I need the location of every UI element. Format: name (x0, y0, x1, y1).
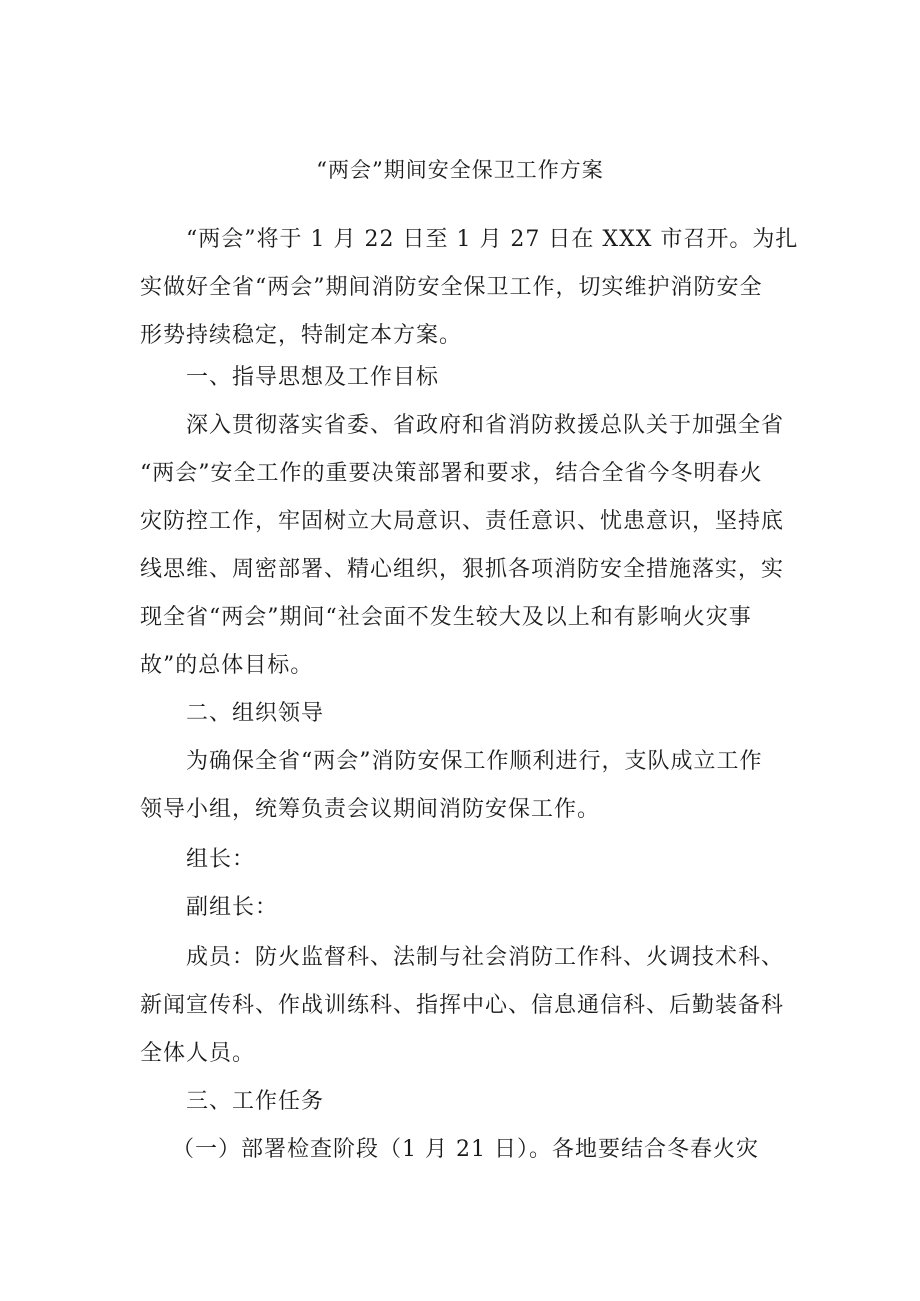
text-line: 全体人员。 (140, 1041, 256, 1066)
text-line: 故”的总体目标。 (140, 653, 314, 678)
deputy-leader-line (140, 884, 800, 932)
heading-text: 二、组织领导 (186, 701, 325, 726)
text-line: 成员：防火监督科、法制与社会消防工作科、火调技术科、 (186, 945, 785, 970)
text-line: 新闻宣传科、作战训练科、指挥中心、信息通信科、后勤装备科 (140, 993, 785, 1018)
document-title: “两会”期间安全保卫工作方案 (316, 158, 604, 182)
text-line: （一）部署检查阶段（1 月 21 日）。各地要结合冬春火灾 (172, 1137, 759, 1162)
paragraph-members (140, 934, 800, 1078)
heading-text: 一、指导思想及工作目标 (186, 365, 440, 390)
text-line: “两会”安全工作的重要决策部署和要求，结合全省今冬明春火 (140, 461, 763, 486)
text-line: 深入贯彻落实省委、省政府和省消防救援总队关于加强全省 (186, 413, 785, 438)
text-line: 为确保全省“两会”消防安保工作顺利进行，支队成立工作 (186, 749, 763, 774)
text-line: 现全省“两会”期间“社会面不发生较大及以上和有影响火灾事 (140, 605, 752, 630)
paragraph-intro (140, 216, 800, 360)
text-line: 线思维、周密部署、精心组织，狠抓各项消防安全措施落实，实 (140, 557, 785, 582)
paragraph-task-1 (140, 1126, 800, 1174)
text-line: “两会”将于 1 月 22 日至 1 月 27 日在 XXX 市召开。为扎 (186, 227, 799, 252)
text-line: 副组长： (186, 895, 279, 920)
section-heading-3 (140, 1078, 800, 1126)
heading-text: 三、工作任务 (186, 1089, 325, 1114)
paragraph-guiding-thought (140, 402, 800, 690)
text-line: 领导小组，统筹负责会议期间消防安保工作。 (140, 797, 601, 822)
text-line: 形势持续稳定，特制定本方案。 (140, 323, 463, 348)
section-heading-1 (140, 354, 800, 402)
paragraph-organization (140, 738, 800, 834)
text-line: 组长： (186, 847, 256, 872)
text-line: 灾防控工作，牢固树立大局意识、责任意识、忧患意识，坚持底 (140, 509, 785, 534)
text-line: 实做好全省“两会”期间消防安全保卫工作，切实维护消防安全 (140, 275, 763, 300)
section-heading-2 (140, 690, 800, 738)
group-leader-line (140, 836, 800, 884)
